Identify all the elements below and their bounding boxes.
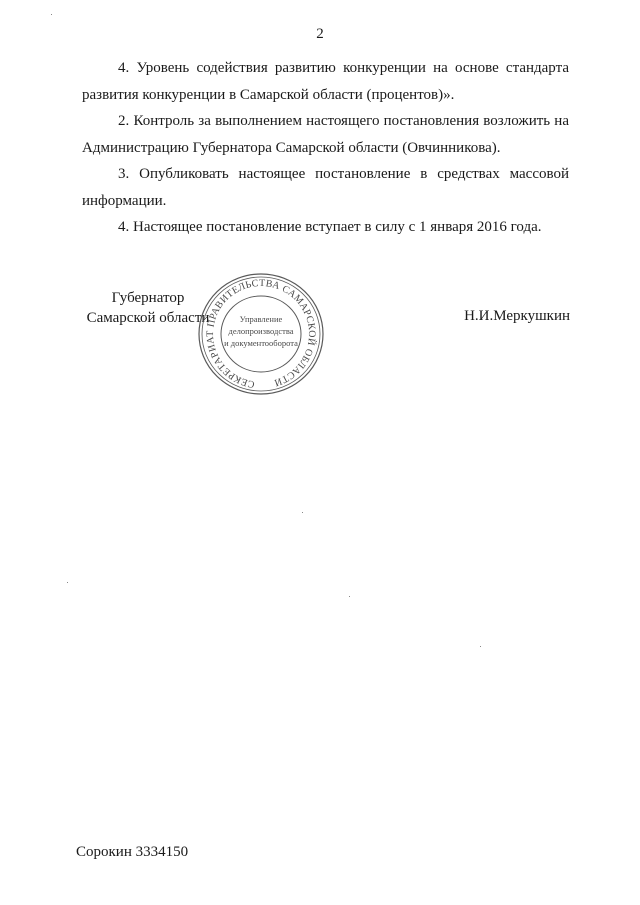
paragraph-control: 2. Контроль за выполнением настоящего постановления возложить на Администрацию Губернатора Самарской области (Овчинникова).	[82, 113, 569, 156]
scan-speck	[51, 14, 52, 15]
scan-speck	[349, 596, 350, 597]
signature-title-line1: Губернатор	[111, 290, 185, 306]
stamp-center-line1: Управление	[239, 314, 283, 324]
stamp-center-line3: и документооборота	[224, 338, 298, 348]
stamp-seal-icon	[196, 270, 326, 398]
official-stamp	[196, 270, 326, 398]
signature-title-line2: Самарской области	[86, 310, 210, 326]
stamp-center-line2: делопроизводства	[228, 326, 294, 336]
paragraph-publish: 3. Опубликовать настоящее постановление в средствах массовой информации.	[82, 166, 569, 209]
paragraph-item-4-competition-level: 4. Уровень содействия развитию конкуренции на основе стандарта развития конкуренции в Самарской области (процентов)».	[82, 60, 569, 103]
signature-title	[82, 288, 214, 328]
scan-speck	[480, 646, 481, 647]
paragraph-effective-date: 4. Настоящее постановление вступает в силу с 1 января 2016 года.	[118, 219, 542, 235]
footer-contact: Сорокин 3334150	[76, 844, 189, 860]
scan-speck	[302, 512, 303, 513]
scan-speck	[67, 582, 68, 583]
stamp-ring-text: СЕКРЕТАРИАТ ПРАВИТЕЛЬСТВА САМАРСКОЙ ОБЛАСТИ	[205, 277, 318, 390]
page-number: 2	[316, 26, 324, 42]
signature-name: Н.И.Меркушкин	[464, 308, 570, 324]
